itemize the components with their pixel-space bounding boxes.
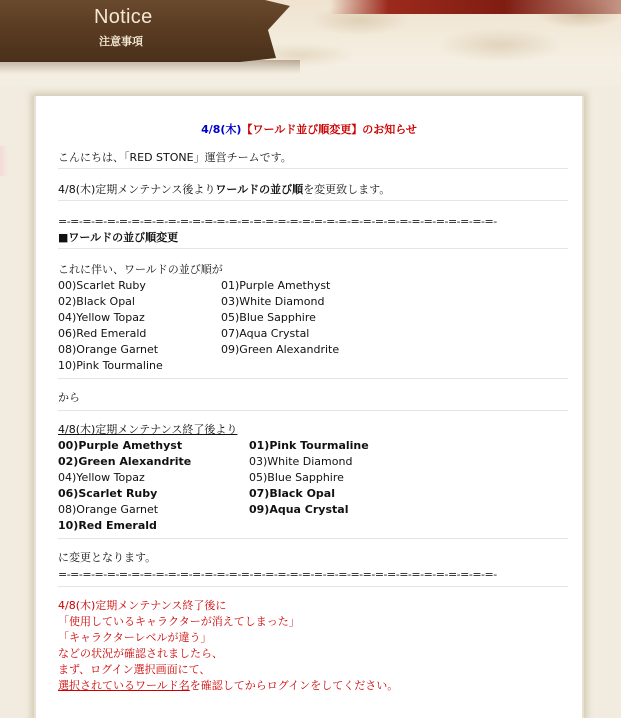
world-name: 09)Green Alexandrite xyxy=(221,343,340,356)
world-name: 08)Orange Garnet xyxy=(58,343,159,356)
after-world-row xyxy=(58,470,568,486)
world-name: 01)Pink Tourmaline xyxy=(249,439,369,452)
announce-suffix: を変更致します。 xyxy=(303,183,391,196)
after-world-row xyxy=(58,502,568,518)
notice-header xyxy=(0,0,621,86)
from-text: から xyxy=(58,391,80,404)
before-world-row xyxy=(58,278,568,294)
greeting-text: こんにちは、「RED STONE」運営チームです。 xyxy=(58,151,292,164)
page-title: Notice xyxy=(94,6,153,28)
after-world-row xyxy=(58,518,568,534)
warning-line: まず、ログイン選択画面にて、 xyxy=(58,663,211,676)
after-label: 4/8(木)定期メンテナンス終了後より xyxy=(58,423,238,436)
notice-paper xyxy=(34,96,584,718)
world-name: 09)Aqua Crystal xyxy=(249,503,349,516)
before-world-row xyxy=(58,326,568,342)
row-rule xyxy=(58,168,568,169)
world-name: 06)Red Emerald xyxy=(58,327,147,340)
world-name: 00)Purple Amethyst xyxy=(58,439,183,452)
world-name: 03)White Diamond xyxy=(249,455,353,468)
after-world-row xyxy=(58,486,568,502)
world-name: 08)Orange Garnet xyxy=(58,503,159,516)
heading-suffix: のお知らせ xyxy=(362,123,417,136)
row-rule xyxy=(58,200,568,201)
notice-heading xyxy=(36,122,582,138)
world-name: 00)Scarlet Ruby xyxy=(58,279,146,292)
announce-prefix: 4/8(木)定期メンテナンス後より xyxy=(58,183,216,196)
world-name: 10)Pink Tourmaline xyxy=(58,359,163,372)
world-name: 01)Purple Amethyst xyxy=(221,279,331,292)
world-name: 02)Black Opal xyxy=(58,295,135,308)
warning-line: などの状況が確認されましたら、 xyxy=(58,647,223,660)
change-text: に変更となります。 xyxy=(58,551,157,564)
row-rule xyxy=(58,410,568,411)
world-name: 02)Green Alexandrite xyxy=(58,455,192,468)
row-rule xyxy=(58,538,568,539)
after-world-row xyxy=(58,454,568,470)
after-world-row xyxy=(58,438,568,454)
world-name: 04)Yellow Topaz xyxy=(58,471,145,484)
before-world-row xyxy=(58,294,568,310)
world-name: 07)Black Opal xyxy=(249,487,335,500)
heading-date: 4/8(木) xyxy=(201,123,242,136)
row-rule xyxy=(58,378,568,379)
before-world-row xyxy=(58,342,568,358)
divider-bottom: =-=-=-=-=-=-=-=-=-=-=-=-=-=-=-=-=-=-=-=-=-=-=-=-=-=-=-=-=-=-=-=-=-=-=-=- xyxy=(58,568,497,581)
heading-main: 【ワールド並び順変更】 xyxy=(241,123,363,136)
before-world-row xyxy=(58,310,568,326)
world-name: 03)White Diamond xyxy=(221,295,325,308)
left-edge-decoration xyxy=(0,146,8,176)
world-name: 06)Scarlet Ruby xyxy=(58,487,158,500)
warning-line: 「キャラクターレベルが違う」 xyxy=(58,631,212,644)
world-name: 07)Aqua Crystal xyxy=(221,327,310,340)
world-name: 05)Blue Sapphire xyxy=(221,311,316,324)
row-rule xyxy=(58,586,568,587)
warning-underlined: 選択されているワールド名 xyxy=(58,679,190,692)
page-subtitle: 注意事項 xyxy=(99,35,143,48)
warning-last-suffix: を確認してからログインをしてください。 xyxy=(189,679,399,692)
announce-bold: ワールドの並び順 xyxy=(215,183,304,196)
before-world-row xyxy=(58,358,568,374)
row-rule xyxy=(58,248,568,249)
banner-shadow xyxy=(0,60,300,74)
world-name: 04)Yellow Topaz xyxy=(58,311,145,324)
header-ribbon-decoration xyxy=(330,0,621,14)
world-name: 10)Red Emerald xyxy=(58,519,157,532)
notice-body xyxy=(58,96,568,718)
section-title: ■ワールドの並び順変更 xyxy=(58,231,179,244)
warning-line: 「使用しているキャラクターが消えてしまった」 xyxy=(58,615,300,628)
divider-top: =-=-=-=-=-=-=-=-=-=-=-=-=-=-=-=-=-=-=-=-=-=-=-=-=-=-=-=-=-=-=-=-=-=-=-=- xyxy=(58,215,497,228)
announce-text xyxy=(58,182,568,198)
warning-line-last xyxy=(58,678,568,694)
world-name: 05)Blue Sapphire xyxy=(249,471,344,484)
warning-line: 4/8(木)定期メンテナンス終了後に xyxy=(58,599,227,612)
intro-text: これに伴い、ワールドの並び順が xyxy=(58,263,223,276)
